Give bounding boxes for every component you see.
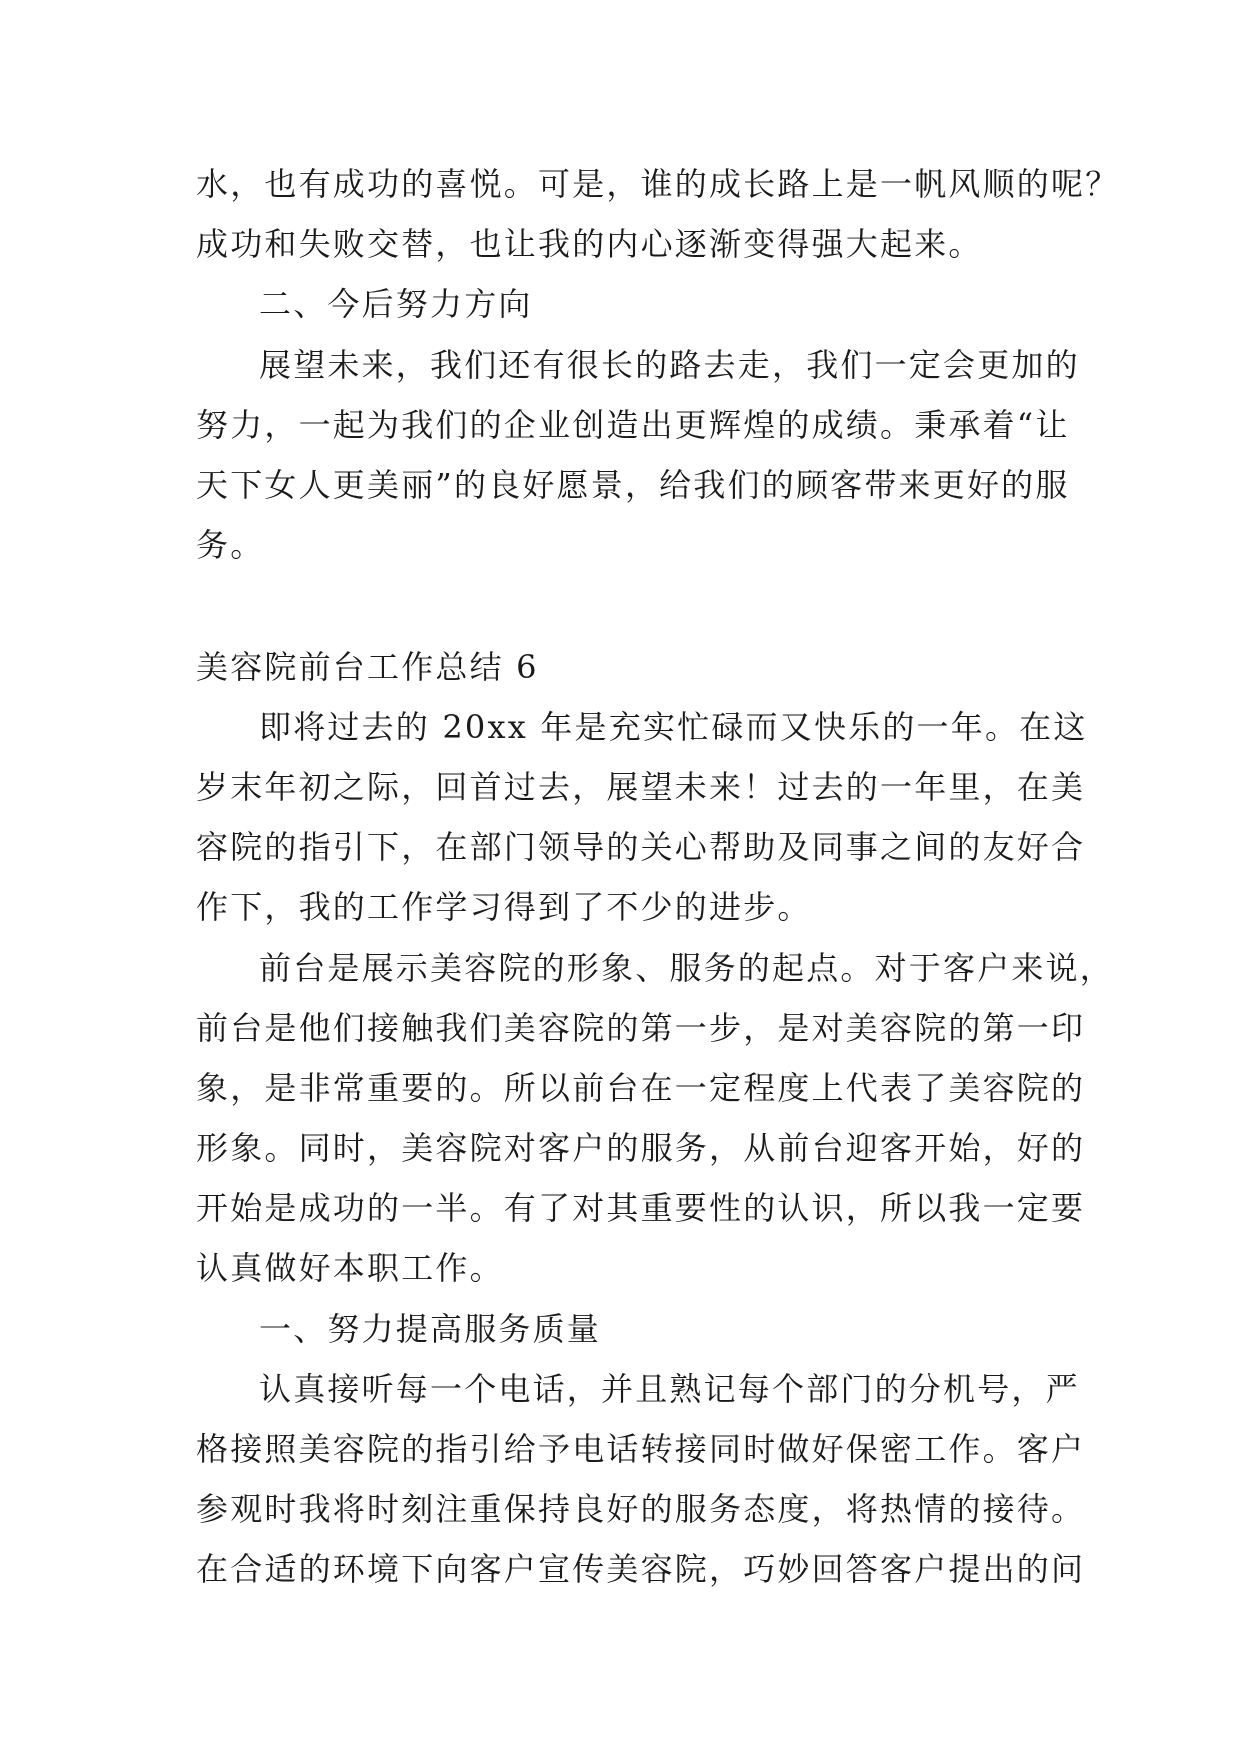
text: 作下，我的工作学习得到了不少的进步。 bbox=[196, 888, 812, 926]
text: 容院的指引下，在部门领导的关心帮助及同事之间的友好合 bbox=[196, 828, 1086, 866]
text: 美容院前台工作总结 6 bbox=[196, 648, 539, 686]
text: 水，也有成功的喜悦。可是，谁的成长路上是一帆风顺的呢？ bbox=[196, 165, 1120, 203]
text: 成功和失败交替，也让我的内心逐渐变得强大起来。 bbox=[196, 225, 983, 263]
body-text-line bbox=[0, 1184, 1241, 1232]
body-text-line bbox=[0, 823, 1241, 871]
text: 形象。同时，美容院对客户的服务，从前台迎客开始，好的 bbox=[196, 1129, 1086, 1167]
text: 前台是展示美容院的形象、服务的起点。对于客户来说， bbox=[259, 949, 1115, 987]
body-text-line bbox=[0, 1425, 1241, 1473]
text: 在合适的环境下向客户宣传美容院，巧妙回答客户提出的问 bbox=[196, 1550, 1086, 1588]
body-text-line bbox=[0, 461, 1241, 509]
text: 即将过去的 20xx 年是充实忙碌而又快乐的一年。在这 bbox=[259, 708, 1088, 746]
text: 努力，一起为我们的企业创造出更辉煌的成绩。秉承着“让 bbox=[196, 406, 1070, 444]
text: 展望未来，我们还有很长的路去走，我们一定会更加的 bbox=[259, 346, 1080, 384]
section-heading bbox=[0, 1305, 1241, 1353]
body-text-line bbox=[0, 1124, 1241, 1172]
body-text-line bbox=[0, 341, 1241, 389]
body-text-line bbox=[0, 763, 1241, 811]
body-text-line bbox=[0, 703, 1241, 751]
text: 开始是成功的一半。有了对其重要性的认识，所以我一定要 bbox=[196, 1189, 1086, 1227]
section-heading bbox=[0, 280, 1241, 328]
text: 天下女人更美丽”的良好愿景，给我们的顾客带来更好的服 bbox=[196, 466, 1070, 504]
text: 认真接听每一个电话，并且熟记每个部门的分机号，严 bbox=[259, 1370, 1080, 1408]
text: 岁末年初之际，回首过去，展望未来！过去的一年里，在美 bbox=[196, 768, 1086, 806]
document-title bbox=[0, 643, 1241, 691]
body-text-line bbox=[0, 1244, 1241, 1292]
text: 认真做好本职工作。 bbox=[196, 1249, 504, 1287]
body-text-line bbox=[0, 1485, 1241, 1533]
text: 前台是他们接触我们美容院的第一步，是对美容院的第一印 bbox=[196, 1009, 1086, 1047]
body-text-line bbox=[0, 1064, 1241, 1112]
body-text-line bbox=[0, 401, 1241, 449]
text: 参观时我将时刻注重保持良好的服务态度，将热情的接待。 bbox=[196, 1490, 1086, 1528]
text: 一、努力提高服务质量 bbox=[259, 1310, 602, 1348]
body-text-line bbox=[0, 883, 1241, 931]
body-text-line bbox=[0, 1545, 1241, 1593]
text: 象，是非常重要的。所以前台在一定程度上代表了美容院的 bbox=[196, 1069, 1086, 1107]
body-text-line bbox=[0, 1004, 1241, 1052]
body-text-line bbox=[0, 160, 1241, 208]
text: 务。 bbox=[196, 526, 265, 564]
body-text-line bbox=[0, 1365, 1241, 1413]
body-text-line bbox=[0, 944, 1241, 992]
body-text-line bbox=[0, 220, 1241, 268]
text: 二、今后努力方向 bbox=[259, 285, 533, 323]
body-text-line bbox=[0, 521, 1241, 569]
text: 格接照美容院的指引给予电话转接同时做好保密工作。客户 bbox=[196, 1430, 1086, 1468]
